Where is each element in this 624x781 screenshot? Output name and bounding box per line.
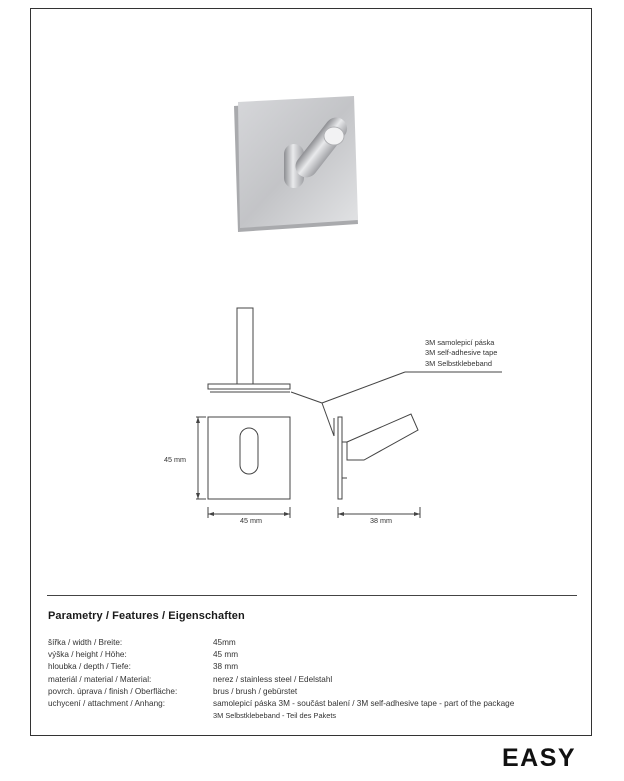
spec-row-depth [48,661,514,673]
spec-value: 45mm [213,638,236,647]
spec-row-finish [48,686,514,698]
spec-value: brus / brush / gebürstet [213,686,298,696]
spec-label: výška / height / Höhe: [48,650,127,660]
spec-list [48,637,514,710]
spec-row-material [48,674,514,686]
product-photo [224,92,384,242]
spec-label: šířka / width / Breite: [48,638,123,647]
tape-label-en: 3M self-adhesive tape [425,348,498,358]
spec-label: povrch. úprava / finish / Oberfläche: [48,686,178,696]
spec-label: hloubka / depth / Tiefe: [48,662,131,672]
side-view-plate [338,417,342,499]
technical-drawing [150,300,550,535]
brand-logo: EASY [502,744,577,772]
spec-value: nerez / stainless steel / Edelstahl [213,674,333,684]
tape-label-cs: 3M samolepicí páska [425,338,495,347]
spec-value: samolepicí páska 3M - součást balení / 3M self-adhesive tape - part of the package [213,698,515,708]
spec-row-width [48,637,514,649]
side-view-hook [347,414,418,460]
tape-label-de: 3M Selbstklebeband [425,358,492,368]
tape-callout [425,338,497,369]
height-dimension-label: 45 mm [164,455,186,464]
width-dimension-label: 45 mm [240,516,262,525]
top-view-rod [237,308,253,386]
spec-value: 38 mm [213,662,239,672]
spec-label: materiál / material / Material: [48,674,152,684]
spec-attachment-continued: 3M Selbstklebeband - Teil des Pakets [213,711,337,720]
depth-dimension-label: 38 mm [370,516,392,525]
front-view-slot [240,428,258,474]
spec-row-height [48,649,514,661]
spec-label: uchycení / attachment / Anhang: [48,698,165,708]
section-divider [47,595,577,596]
spec-value: 45 mm [213,650,239,660]
top-view-plate [208,384,290,389]
spec-row-attachment [48,698,514,710]
section-title: Parametry / Features / Eigenschaften [48,610,245,622]
